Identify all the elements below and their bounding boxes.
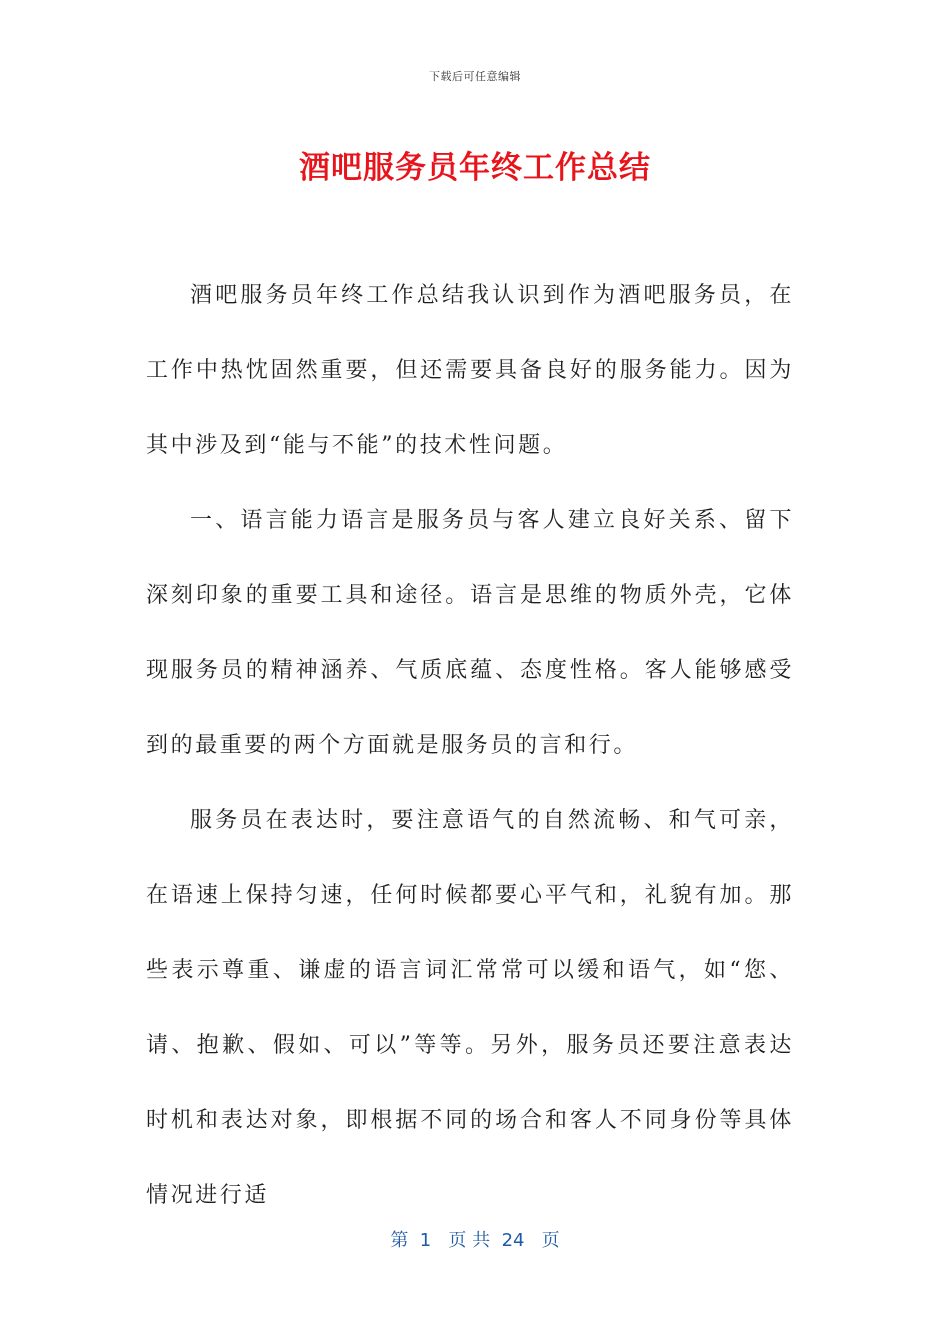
header-note: 下载后可任意编辑 — [429, 70, 521, 83]
document-title: 酒吧服务员年终工作总结 — [299, 150, 651, 186]
page-number-footer: 第 1 页 共 24 页 — [390, 1230, 560, 1251]
document-body — [146, 258, 794, 1233]
paragraph-3: 服务员在表达时，要注意语气的自然流畅、和气可亲，在语速上保持匀速，任何时候都要心平气和，礼貌有加。那些表示尊重、谦虚的语言词汇常常可以缓和语气，如“您、请、抱歉、假如、可以”等等。另外，服务员还要注意表达时机和表达对象，即根据不同的场合和客人不同身份等具体情况进行适 — [146, 808, 794, 1208]
paragraph-1: 酒吧服务员年终工作总结我认识到作为酒吧服务员，在工作中热忱固然重要，但还需要具备良好的服务能力。因为其中涉及到“能与不能”的技术性问题。 — [146, 283, 794, 458]
paragraph-2: 一、语言能力语言是服务员与客人建立良好关系、留下深刻印象的重要工具和途径。语言是思维的物质外壳，它体现服务员的精神涵养、气质底蕴、态度性格。客人能够感受到的最重要的两个方面就是服务员的言和行。 — [146, 508, 794, 758]
